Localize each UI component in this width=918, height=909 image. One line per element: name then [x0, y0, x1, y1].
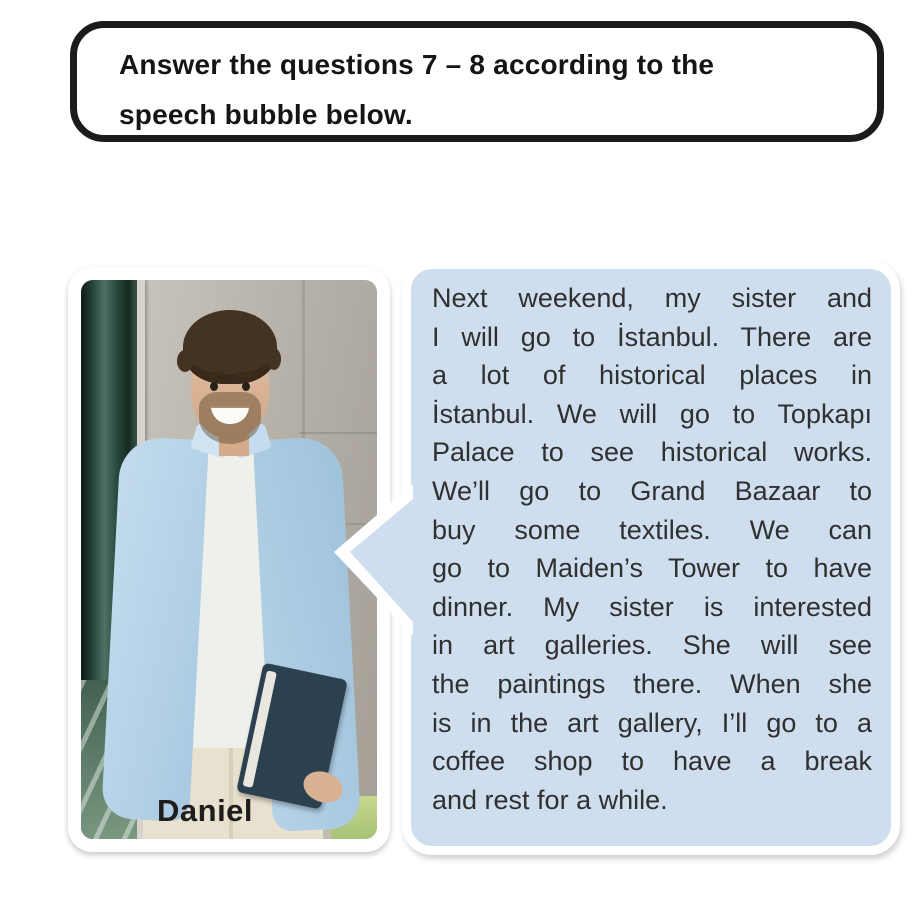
speech-bubble — [402, 260, 900, 855]
person-eye — [242, 382, 250, 391]
person-hair — [183, 310, 277, 384]
speech-line: buy some textiles. We can — [432, 514, 872, 545]
speech-line: in art galleries. She will see — [432, 630, 872, 661]
person-eye — [210, 382, 218, 391]
speech-line: coffee shop to have a break — [432, 746, 872, 777]
wall-seam — [299, 432, 377, 434]
speech-line: İstanbul. We will go to Topkapı — [432, 398, 872, 429]
speech-line: and rest for a while. — [432, 784, 668, 815]
person-hair-side — [177, 350, 193, 372]
speech-line: I will go to İstanbul. There are — [432, 321, 872, 352]
speech-bubble-tail — [328, 484, 413, 636]
speech-line: go to Maiden’s Tower to have — [432, 553, 872, 584]
speaker-name-label: Daniel — [157, 793, 254, 828]
instruction-line-1: Answer the questions 7 – 8 according to the — [119, 49, 715, 80]
person-hair-side — [267, 348, 281, 370]
speech-line: dinner. My sister is interested — [432, 591, 872, 622]
speech-line: a lot of historical places in — [432, 360, 872, 391]
speech-line: is in the art gallery, I’ll go to a — [432, 707, 872, 738]
speech-line: the paintings there. When she — [432, 668, 872, 699]
speech-line: Next weekend, my sister and — [432, 283, 872, 313]
speech-line: We’ll go to Grand Bazaar to — [432, 475, 872, 506]
instruction-box — [70, 21, 884, 142]
person-eyebrow — [237, 371, 253, 377]
speech-line: Palace to see historical works. — [432, 437, 872, 468]
instruction-line-2: speech bubble below. — [119, 99, 413, 130]
